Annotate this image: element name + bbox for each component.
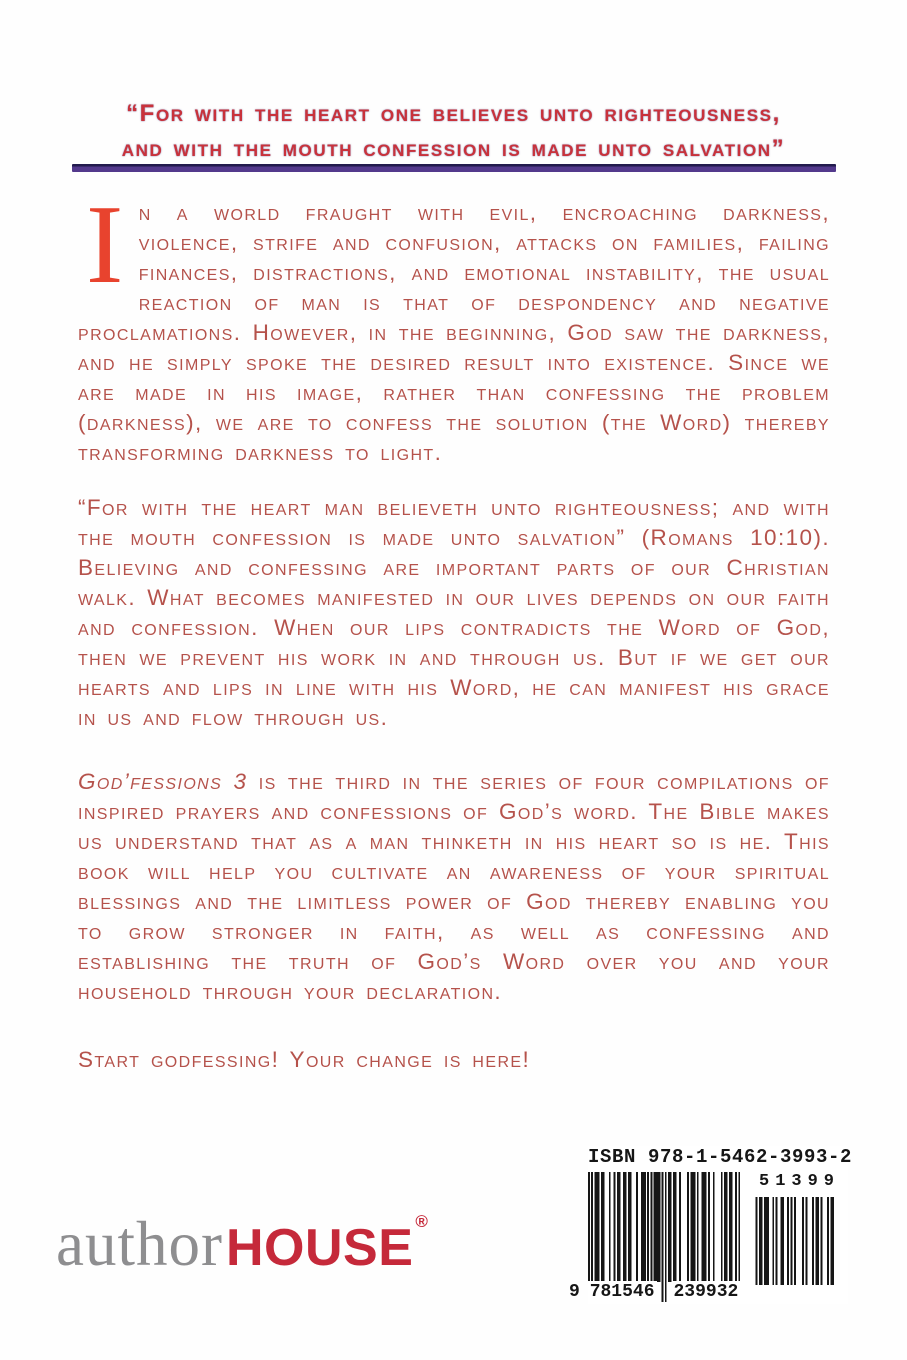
ean13-digit-group-2: 239932 <box>673 1282 739 1302</box>
barcode-bars-row <box>569 1172 848 1304</box>
drop-cap: I <box>86 183 125 307</box>
price-addon-barcode <box>754 1172 841 1285</box>
isbn-label: ISBN 978-1-5462-3993-2 <box>588 1146 853 1168</box>
synopsis-text <box>78 183 830 1100</box>
tagline: Start godfessing! Your change is here! <box>78 1047 531 1072</box>
headline-line-1: “For with the heart one believes unto righteousness, <box>126 100 781 127</box>
paragraph-1-text: n a world fraught with evil, encroaching darkness, violence, strife and confusion, attacks on families, failing finances, distractions, and emotional instability, the usual reaction of man is that of despondency and negative proclamations. However, in the beginning, God saw the darkness, and he simply spoke the desired result into existence. Since we are made in his image, rather than confessing the problem (darkness), we are to confess the solution (the Word) thereby transforming darkness to light. <box>78 200 830 465</box>
registered-trademark-icon: ® <box>415 1212 428 1231</box>
divider-rule <box>72 164 836 172</box>
ean13-digit-group-1: 781546 <box>589 1282 655 1302</box>
publisher-logo <box>56 1208 428 1281</box>
publisher-name-author: author <box>56 1209 223 1279</box>
ean13-lead-digit: 9 <box>569 1282 580 1302</box>
paragraph-2: “For with the heart man believeth unto righteousness; and with the mouth confession is made unto salvation” (Romans 10:10). Believing and confessing are important parts of our Christian walk. What becomes manifested in our lives depends on our faith and confession. When our lips contradicts the Word of God, then we prevent his work in and through us. But if we get our hearts and lips in line with his Word, he can manifest his grace in us and flow through us. <box>78 495 830 730</box>
isbn-barcode-block <box>569 1146 853 1304</box>
ean13-digits <box>588 1281 740 1303</box>
book-title: God’fessions 3 <box>78 769 248 794</box>
publisher-name-house: HOUSE <box>225 1219 414 1277</box>
price-code: 51399 <box>759 1172 841 1191</box>
headline-quote <box>40 96 867 166</box>
paragraph-3-text: is the third in the series of four compilations of inspired prayers and confessions of God’s word. The Bible makes us understand that as a man thinketh in his heart so is he. This book will help you cultivate an awareness of your spiritual blessings and the limitless power of God thereby enabling you to grow stronger in faith, as well as confessing and establishing the truth of God’s Word over you and your household through your declaration. <box>78 769 830 1004</box>
headline-line-2: and with the mouth confession is made unto salvation” <box>121 135 786 162</box>
paragraph-3 <box>78 767 830 1007</box>
paragraph-1 <box>78 183 830 468</box>
ean13-barcode <box>569 1172 740 1304</box>
ean5-bars-image <box>754 1197 834 1285</box>
